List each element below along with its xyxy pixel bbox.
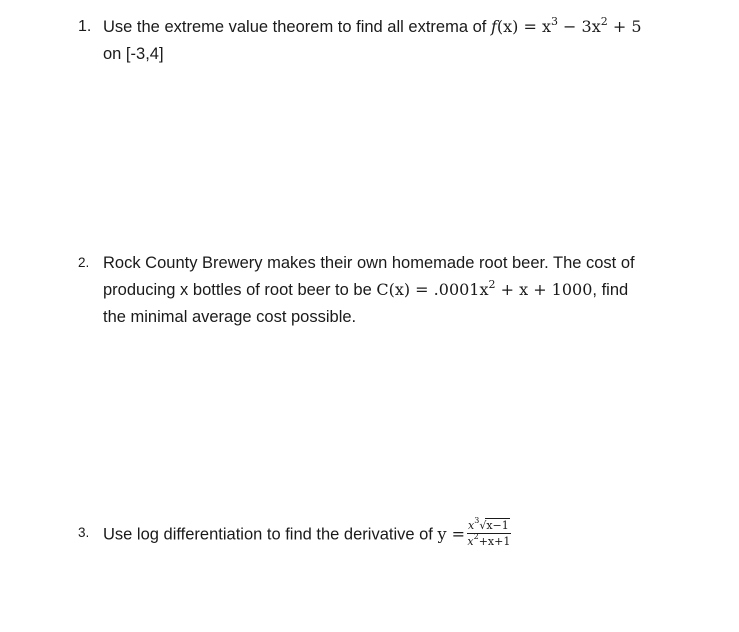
problem-2-line-2 — [103, 277, 703, 304]
problem-3-text: Use log differentiation to find the derivative of — [103, 525, 438, 544]
problem-3-lhs: y = — [437, 524, 466, 544]
problem-3-number: 3. — [78, 525, 90, 540]
sqrt-radicand: x−1 — [486, 519, 509, 532]
problem-2-equation: $C(x) = .0001x^2 + x + 1000$ — [376, 277, 593, 299]
sqrt-symbol: √ — [479, 519, 487, 532]
fraction-denominator: $x^2+x+1$ — [467, 532, 511, 548]
problem-1-text: Use the extreme value theorem to find all extrema of — [103, 18, 491, 36]
problem-3-line-1 — [103, 516, 703, 550]
problem-2-line-3: the minimal average cost possible. — [103, 308, 357, 326]
problem-2-number: 2. — [78, 255, 90, 270]
problem-3-fraction — [467, 518, 511, 548]
fraction-numerator: $x^3√x-1$ — [468, 516, 509, 532]
problem-2-text-b: , find — [592, 281, 629, 299]
problem-1-equation: $f(x) = x^3 - 3x^2 + 5$ — [490, 14, 642, 36]
problem-2-line-1: Rock County Brewery makes their own homemade root beer. The cost of — [103, 254, 635, 272]
problem-1-line-1 — [103, 14, 703, 41]
problem-1-number: 1. — [78, 18, 92, 35]
problem-2-text-a: producing x bottles of root beer to be — [103, 281, 377, 299]
problem-1-line-2: on [-3,4] — [103, 45, 164, 63]
